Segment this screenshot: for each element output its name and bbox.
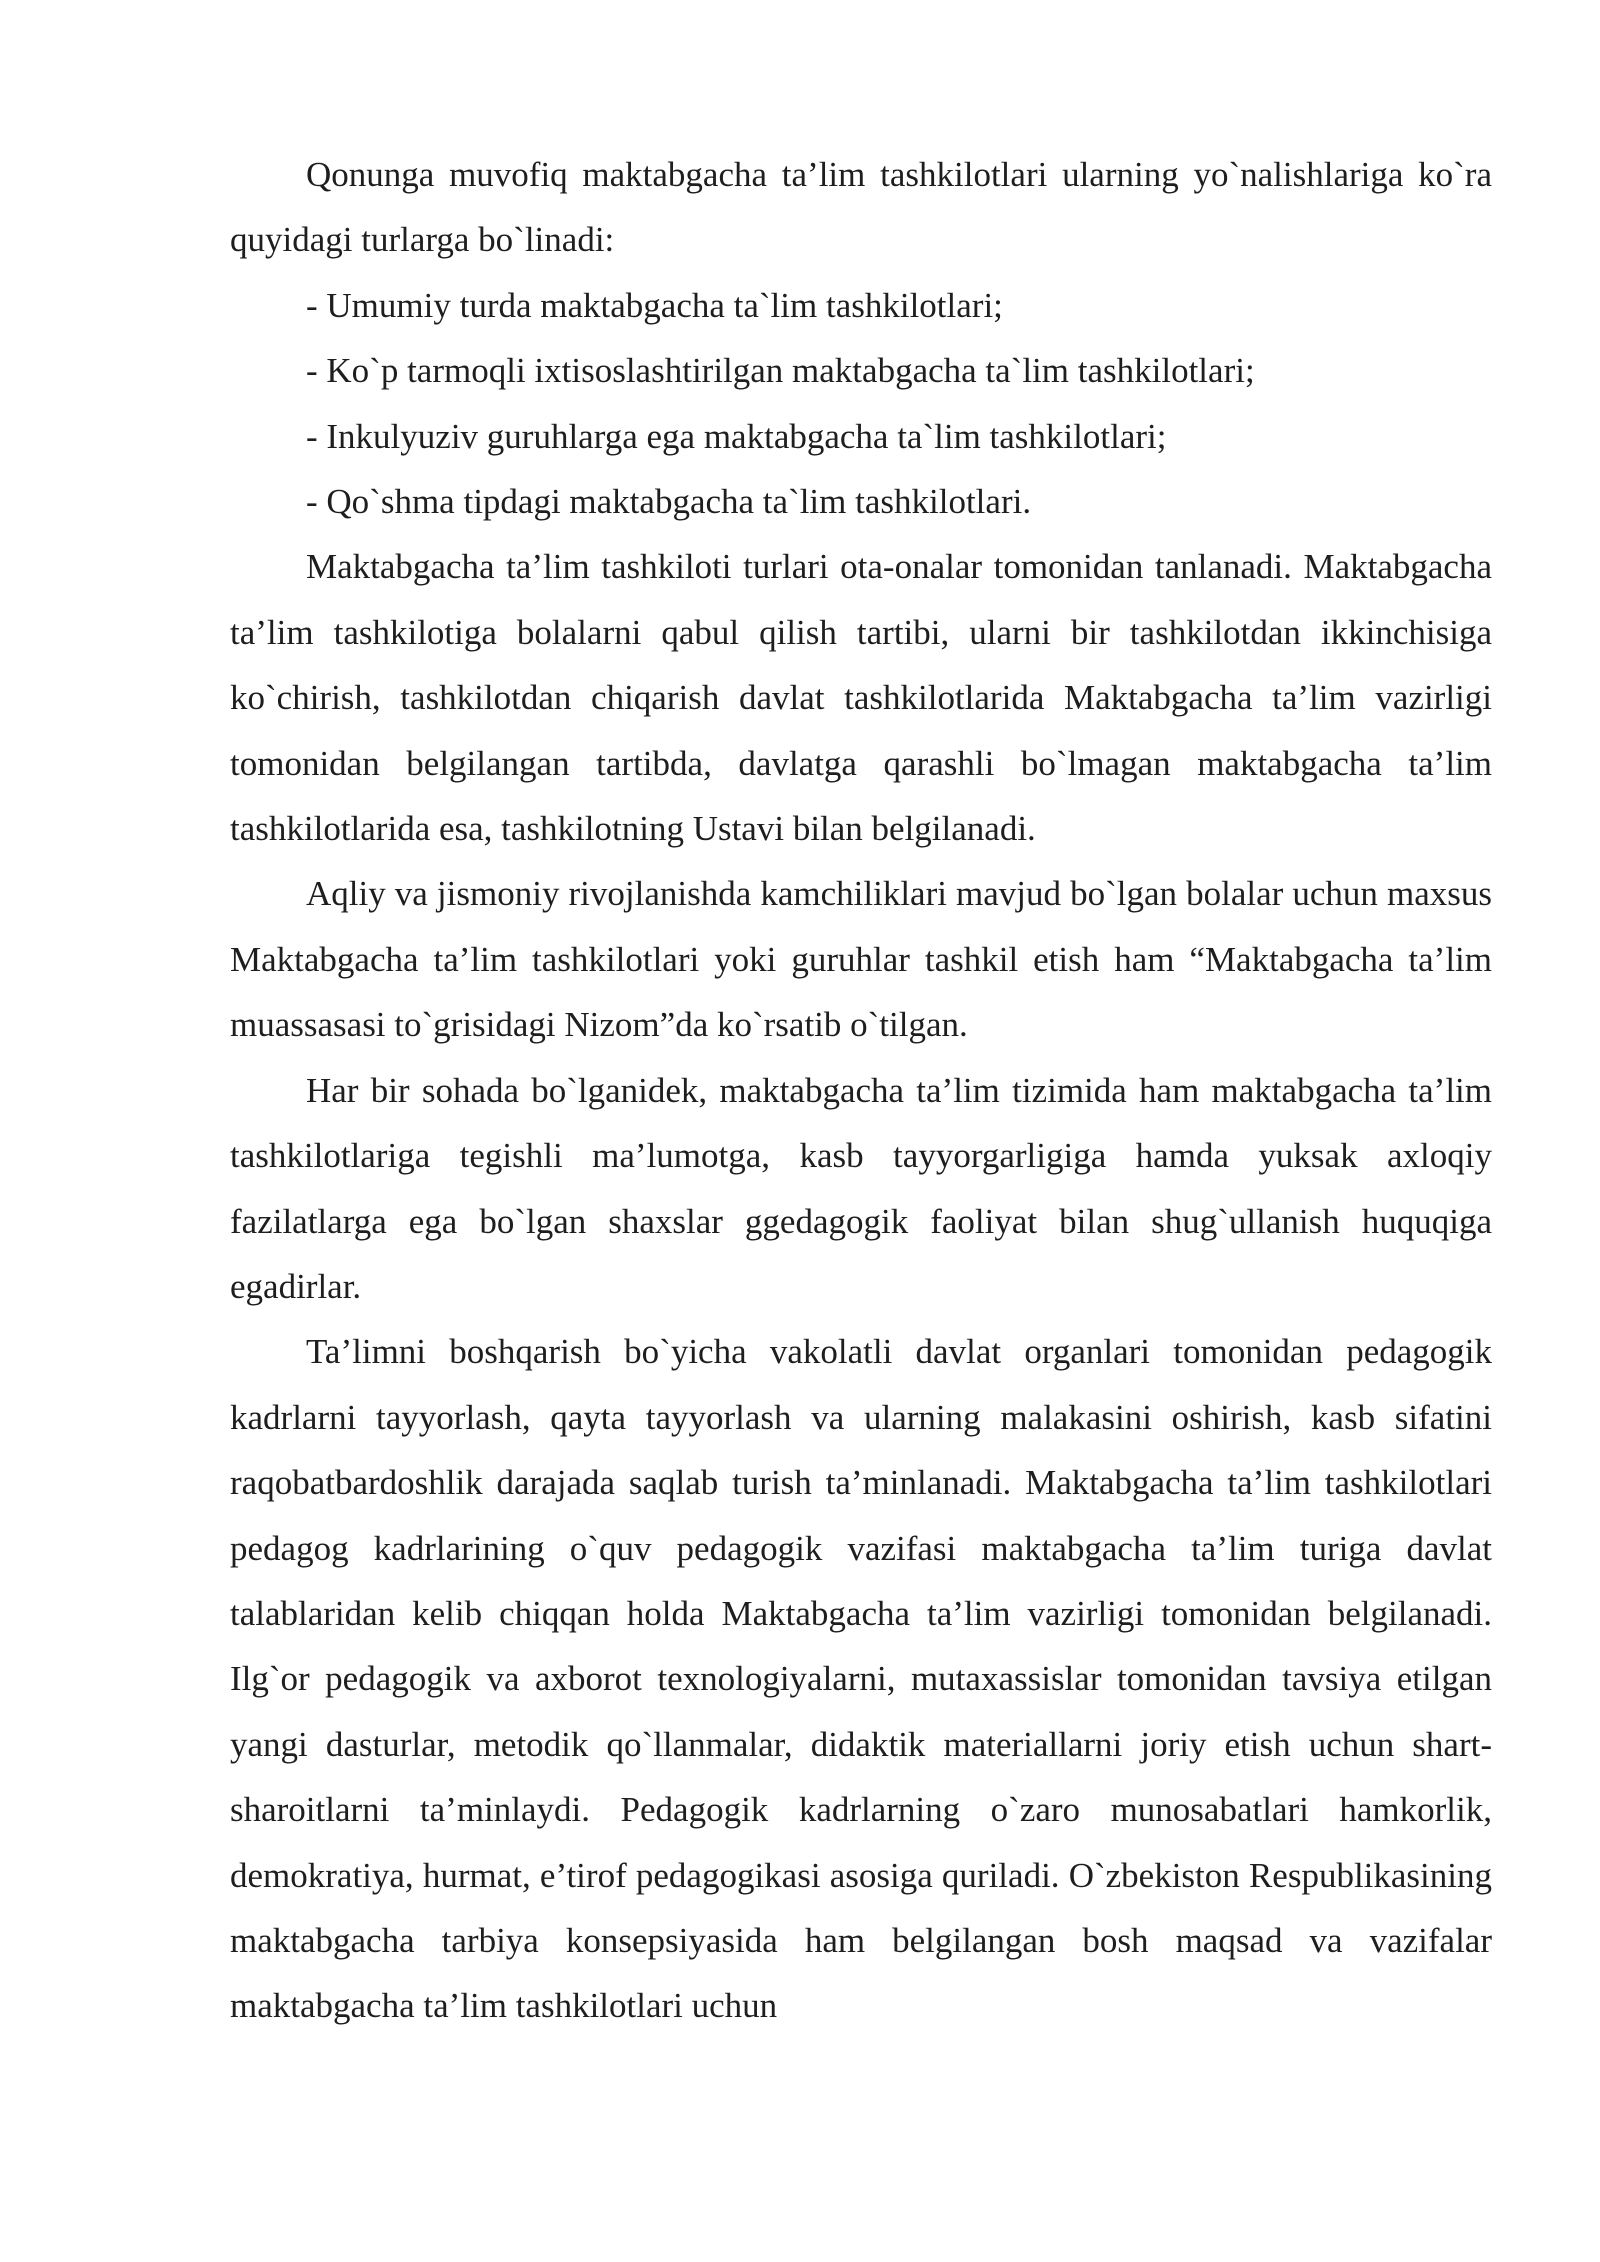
- list-item: - Qo`shma tipdagi maktabgacha ta`lim tashkilotlari.: [306, 482, 1032, 522]
- paragraph-teacher-training: Ta’limni boshqarish bo`yicha vakolatli davlat organlari tomonidan pedagogik kadrlarni tayyorlash, qayta tayyorlash va ularning malakasini oshirish, kasb sifatini raqobatbardoshlik darajada saqlab turish ta’minlanadi. Maktabgacha ta’lim tashkilotlari pedagog kadrlarining o`quv pedagogik vazifasi maktabgacha ta’lim turiga davlat talablaridan kelib chiqqan holda Maktabgacha ta’lim vazirligi tomonidan belgilanadi. Ilg`or pedagogik va axborot texnologiyalarni, mutaxassislar tomonidan tavsiya etilgan yangi dasturlar, metodik qo`llanmalar, didaktik materiallarni joriy etish uchun shart-sharoitlarni ta’minlaydi. Pedagogik kadrlarning o`zaro munosabatlari hamkorlik, demokratiya, hurmat, e’tirof pedagogikasi asosiga quriladi. O`zbekiston Respublikasining maktabgacha tarbiya konsepsiyasida ham belgilangan bosh maqsad va vazifalar maktabgacha ta’lim tashkilotlari uchun: [230, 1332, 1492, 2026]
- institution-type-list: [230, 273, 1492, 535]
- document-body: [230, 142, 1492, 2039]
- list-item: - Umumiy turda maktabgacha ta`lim tashkilotlari;: [306, 285, 1003, 325]
- paragraph-special-institutions: Aqliy va jismoniy rivojlanishda kamchiliklari mavjud bo`lgan bolalar uchun maxsus Maktabgacha ta’lim tashkilotlari yoki guruhlar tashkil etish ham “Maktabgacha ta’lim muassasasi to`grisidagi Nizom”da ko`rsatib o`tilgan.: [230, 874, 1492, 1045]
- list-item: - Ko`p tarmoqli ixtisoslashtirilgan maktabgacha ta`lim tashkilotlari;: [306, 351, 1255, 391]
- paragraph-pedagogical-rights: Har bir sohada bo`lganidek, maktabgacha ta’lim tizimida ham maktabgacha ta’lim tashkilotlariga tegishli ma’lumotga, kasb tayyorgarligiga hamda yuksak axloqiy fazilatlarga ega bo`lgan shaxslar ggedagogik faoliyat bilan shug`ullanish huquqiga egadirlar.: [230, 1070, 1492, 1306]
- list-item: - Inkulyuziv guruhlarga ega maktabgacha ta`lim tashkilotlari;: [306, 416, 1167, 456]
- intro-paragraph: Qonunga muvofiq maktabgacha ta’lim tashkilotlari ularning yo`nalishlariga ko`ra quyidagi turlarga bo`linadi:: [230, 155, 1492, 260]
- paragraph-institution-types: Maktabgacha ta’lim tashkiloti turlari ota-onalar tomonidan tanlanadi. Maktabgacha ta’lim tashkilotiga bolalarni qabul qilish tartibi, ularni bir tashkilotdan ikkinchisiga ko`chirish, tashkilotdan chiqarish davlat tashkilotlarida Maktabgacha ta’lim vazirligi tomonidan belgilangan tartibda, davlatga qarashli bo`lmagan maktabgacha ta’lim tashkilotlarida esa, tashkilotning Ustavi bilan belgilanadi.: [230, 547, 1492, 849]
